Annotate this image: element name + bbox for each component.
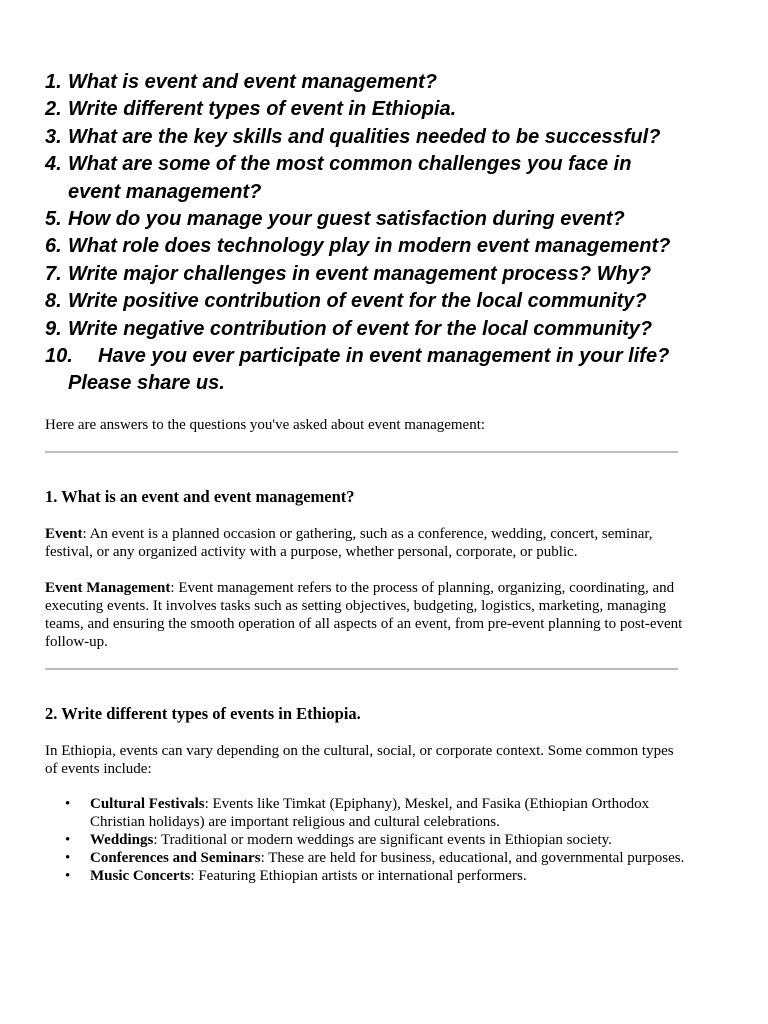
question-item (45, 69, 735, 96)
question-item (45, 316, 735, 343)
question-number: 10. (45, 345, 73, 368)
question-item (45, 343, 735, 398)
question-text: How do you manage your guest satisfaction during event? (68, 208, 625, 231)
question-text-line1: What are some of the most common challenges you face in (68, 153, 632, 176)
question-text: Write positive contribution of event for the local community? (68, 290, 647, 313)
question-number: 5. (45, 208, 62, 231)
answers-section (45, 416, 685, 885)
event-management-text: : Event management refers to the process of planning, organizing, coordinating, and executing events. It involves tasks such as setting objectives, budgeting, logistics, marketing, managing teams, and ensuring the smooth operation of all aspects of an event, from pre-event planning to post-event follow-up. (45, 580, 683, 650)
question-number: 7. (45, 262, 62, 285)
list-item-term: Conferences and Seminars (90, 850, 261, 866)
question-number: 2. (45, 98, 62, 121)
list-item-text: : Traditional or modern weddings are significant events in Ethiopian society. (153, 832, 612, 848)
question-number: 1. (45, 71, 62, 93)
list-item-term: Music Concerts (90, 868, 191, 884)
question-number: 6. (45, 235, 62, 258)
answers-intro: Here are answers to the questions you've asked about event management: (45, 417, 486, 433)
event-types-list (45, 795, 685, 885)
question-number: 4. (45, 153, 62, 176)
question-item (45, 206, 735, 233)
question-item (45, 124, 735, 151)
question-number: 8. (45, 290, 62, 313)
question-text: Write negative contribution of event for the local community? (68, 317, 653, 340)
question-text-line2: event management? (68, 180, 262, 203)
list-item (45, 831, 685, 849)
list-item-text: : Featuring Ethiopian artists or international performers. (190, 868, 527, 884)
question-text: What is event and event management? (68, 71, 437, 93)
event-term: Event (45, 526, 83, 542)
question-number: 3. (45, 125, 62, 148)
question-item (45, 233, 735, 260)
list-item-term: Cultural Festivals (90, 796, 205, 812)
event-text: : An event is a planned occasion or gathering, such as a conference, wedding, concert, seminar, festival, or any organized activity with a purpose, whether personal, corporate, or public. (45, 526, 653, 560)
question-number: 9. (45, 317, 62, 340)
question-text: What are the key skills and qualities needed to be successful? (68, 125, 661, 148)
list-item-term: Weddings (90, 832, 154, 848)
section-1-heading: 1. What is an event and event management? (45, 487, 355, 506)
question-item (45, 96, 735, 123)
event-management-term: Event Management (45, 580, 171, 596)
list-item (45, 867, 685, 885)
event-definition (45, 525, 685, 561)
question-list (45, 69, 735, 398)
list-item-text: : These are held for business, educational, and governmental purposes. (260, 850, 685, 866)
question-text-line2: Please share us. (68, 372, 225, 395)
question-text: Write major challenges in event management process? Why? (68, 262, 652, 285)
question-text-line1: Have you ever participate in event management in your life? (98, 345, 670, 368)
divider (45, 451, 678, 453)
question-item (45, 261, 735, 288)
question-text: Write different types of event in Ethiopia. (68, 98, 457, 121)
list-item (45, 795, 685, 831)
divider (45, 668, 678, 670)
event-management-definition (45, 579, 685, 651)
question-item (45, 151, 735, 206)
question-text: What role does technology play in modern event management? (68, 235, 671, 258)
list-item-text: : Events like Timkat (Epiphany), Meskel, and Fasika (Ethiopian Orthodox Christian holidays) are important religious and cultural celebrations. (90, 796, 650, 830)
section-2-intro: In Ethiopia, events can vary depending on the cultural, social, or corporate context. Some common types of events include: (45, 743, 674, 777)
section-2-heading: 2. Write different types of events in Ethiopia. (45, 704, 361, 723)
question-item (45, 288, 735, 315)
list-item (45, 849, 685, 867)
